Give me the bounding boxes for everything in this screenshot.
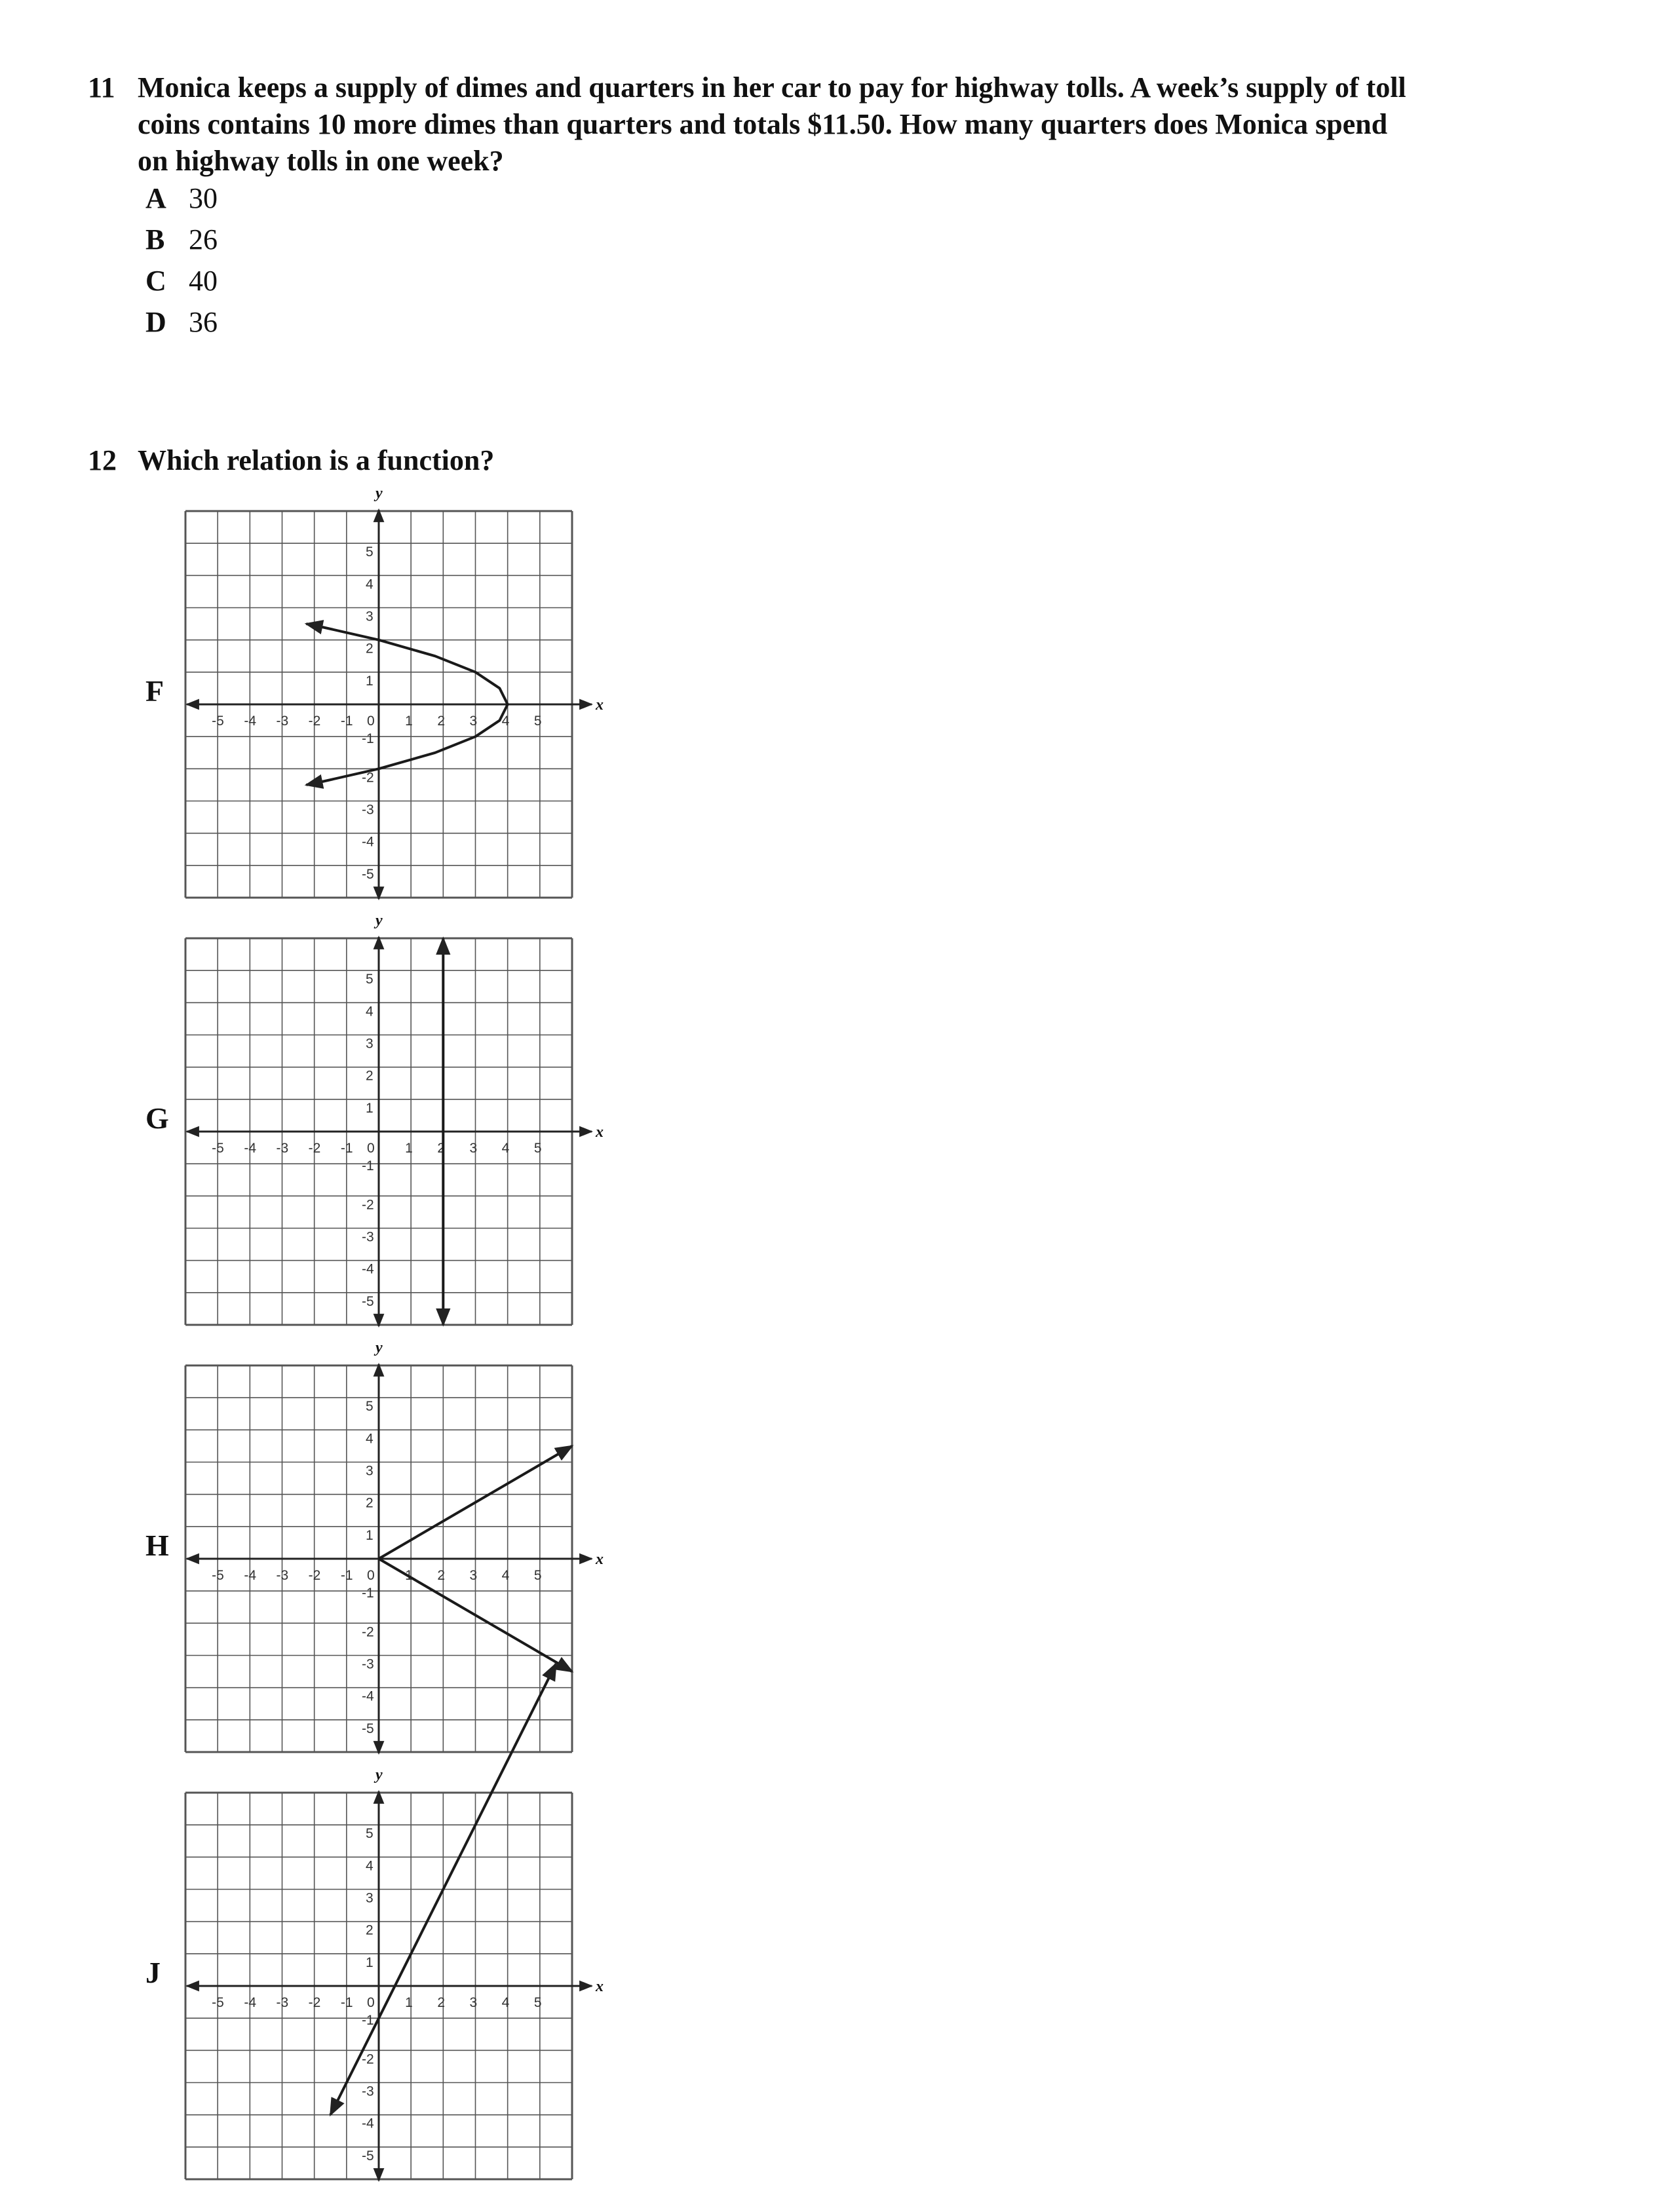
- x-tick-label: 3: [469, 1995, 478, 2010]
- y-tick-label: -2: [362, 1197, 374, 1213]
- x-tick-label: 4: [501, 1995, 510, 2010]
- x-tick-label: -3: [276, 714, 289, 729]
- y-tick-label: -1: [362, 1158, 374, 1174]
- x-tick-label: -1: [340, 714, 353, 729]
- x-tick-label: -3: [276, 1995, 289, 2010]
- x-tick-label: -1: [340, 1568, 353, 1583]
- x-tick-label: -1: [340, 1995, 353, 2010]
- x-axis-label: x: [596, 696, 604, 714]
- choice-letter: A: [145, 182, 166, 214]
- y-tick-label: -4: [362, 1688, 374, 1704]
- x-tick-label: 4: [501, 714, 510, 729]
- y-tick-label: -3: [362, 1656, 374, 1672]
- y-tick-label: 3: [366, 609, 374, 624]
- x-tick-label: 0: [367, 714, 375, 729]
- y-tick-label: 2: [366, 1068, 374, 1084]
- choice-f-letter[interactable]: F: [145, 674, 164, 708]
- choice-c[interactable]: [145, 263, 218, 299]
- x-tick-label: 4: [501, 1568, 510, 1583]
- y-tick-label: 2: [366, 1922, 374, 1938]
- y-tick-label: 3: [366, 1463, 374, 1479]
- choice-letter: D: [145, 306, 166, 338]
- question-number: 11: [88, 71, 115, 104]
- y-tick-label: 3: [366, 1890, 374, 1906]
- y-tick-label: 4: [366, 1431, 374, 1447]
- choice-value: 40: [189, 265, 218, 297]
- x-tick-label: 1: [405, 1995, 413, 2010]
- graph-svg: [180, 1339, 604, 1785]
- question-stem: Monica keeps a supply of dimes and quarters in her car to pay for highway tolls. A week’s supply of toll coins contains 10 more dimes than quarters and totals $11.50. How many quarters does Monica spend on highway tolls in one week?: [138, 71, 1406, 177]
- choice-h-letter[interactable]: H: [145, 1529, 169, 1562]
- y-tick-label: 2: [366, 1495, 374, 1511]
- x-tick-label: 1: [405, 1141, 413, 1156]
- x-tick-label: 2: [437, 1568, 446, 1583]
- x-tick-label: -2: [308, 1995, 321, 2010]
- y-tick-label: -5: [362, 1293, 374, 1309]
- y-axis-label: y: [375, 1766, 383, 1783]
- y-axis-label: y: [375, 912, 383, 929]
- x-tick-label: 3: [469, 1568, 478, 1583]
- x-tick-label: 5: [533, 1995, 542, 2010]
- x-tick-label: -2: [308, 1568, 321, 1583]
- x-tick-label: 3: [469, 714, 478, 729]
- x-tick-label: 5: [533, 1141, 542, 1156]
- x-tick-label: 3: [469, 1141, 478, 1156]
- graph-svg: [180, 1766, 604, 2212]
- y-tick-label: 1: [366, 1100, 374, 1116]
- x-tick-label: -3: [276, 1141, 289, 1156]
- y-tick-label: 1: [366, 673, 374, 689]
- y-tick-label: -5: [362, 866, 374, 882]
- y-tick-label: 3: [366, 1036, 374, 1052]
- choice-g-letter[interactable]: G: [145, 1101, 169, 1135]
- x-tick-label: -2: [308, 714, 321, 729]
- x-tick-label: -5: [212, 1141, 224, 1156]
- x-axis-label: x: [596, 1978, 604, 1995]
- y-tick-label: 5: [366, 544, 374, 560]
- x-tick-label: 0: [367, 1995, 375, 2010]
- choice-value: 26: [189, 223, 218, 256]
- y-tick-label: -4: [362, 1261, 374, 1277]
- y-tick-label: 5: [366, 1399, 374, 1415]
- x-tick-label: -4: [244, 1995, 257, 2010]
- y-tick-label: -5: [362, 2148, 374, 2164]
- x-tick-label: -4: [244, 1141, 257, 1156]
- y-tick-label: -1: [362, 1586, 374, 1601]
- choice-d[interactable]: [145, 304, 218, 341]
- y-tick-label: -3: [362, 802, 374, 818]
- x-tick-label: 2: [437, 1141, 446, 1156]
- choice-value: 36: [189, 306, 218, 338]
- x-tick-label: -5: [212, 1995, 224, 2010]
- x-axis-label: x: [596, 1124, 604, 1141]
- x-tick-label: -1: [340, 1141, 353, 1156]
- y-tick-label: 1: [366, 1955, 374, 1970]
- y-tick-label: 4: [366, 577, 374, 592]
- choice-letter: B: [145, 223, 165, 256]
- choice-value: 30: [189, 182, 218, 214]
- x-tick-label: 0: [367, 1141, 375, 1156]
- y-tick-label: 5: [366, 1826, 374, 1842]
- x-tick-label: 1: [405, 714, 413, 729]
- choice-j-letter[interactable]: J: [145, 1956, 161, 1989]
- graph-j[interactable]: [180, 1766, 604, 2164]
- y-tick-label: -3: [362, 1229, 374, 1245]
- question-number: 12: [88, 444, 117, 476]
- y-tick-label: 4: [366, 1858, 374, 1874]
- question-stem: Which relation is a function?: [138, 444, 495, 476]
- graph-svg: [180, 485, 604, 930]
- y-tick-label: -4: [362, 834, 374, 850]
- x-tick-label: 5: [533, 1568, 542, 1583]
- graph-h[interactable]: [180, 1339, 604, 1759]
- graph-g[interactable]: [180, 912, 604, 1331]
- x-tick-label: -4: [244, 1568, 257, 1583]
- graph-svg: [180, 912, 604, 1358]
- x-tick-label: -5: [212, 1568, 224, 1583]
- y-tick-label: 5: [366, 972, 374, 987]
- x-tick-label: 4: [501, 1141, 510, 1156]
- y-axis-label: y: [375, 1339, 383, 1356]
- x-tick-label: -5: [212, 714, 224, 729]
- x-tick-label: 1: [405, 1568, 413, 1583]
- x-axis-label: x: [596, 1551, 604, 1568]
- x-tick-label: -3: [276, 1568, 289, 1583]
- x-tick-label: 5: [533, 714, 542, 729]
- graph-f[interactable]: [180, 485, 604, 904]
- x-tick-label: 2: [437, 714, 446, 729]
- y-tick-label: -5: [362, 1721, 374, 1736]
- y-tick-label: -2: [362, 770, 374, 786]
- x-tick-label: 0: [367, 1568, 375, 1583]
- y-tick-label: 1: [366, 1527, 374, 1543]
- y-tick-label: -4: [362, 2116, 374, 2131]
- y-tick-label: 2: [366, 641, 374, 657]
- choice-b[interactable]: [145, 221, 218, 258]
- y-axis-label: y: [375, 485, 383, 502]
- y-tick-label: -3: [362, 2084, 374, 2099]
- x-tick-label: -4: [244, 714, 257, 729]
- x-tick-label: 2: [437, 1995, 446, 2010]
- y-tick-label: -2: [362, 1624, 374, 1640]
- y-tick-label: -2: [362, 2051, 374, 2067]
- choice-a[interactable]: [145, 180, 218, 217]
- y-tick-label: -1: [362, 2013, 374, 2029]
- x-tick-label: -2: [308, 1141, 321, 1156]
- y-tick-label: -1: [362, 731, 374, 747]
- choice-letter: C: [145, 265, 166, 297]
- y-tick-label: 4: [366, 1004, 374, 1020]
